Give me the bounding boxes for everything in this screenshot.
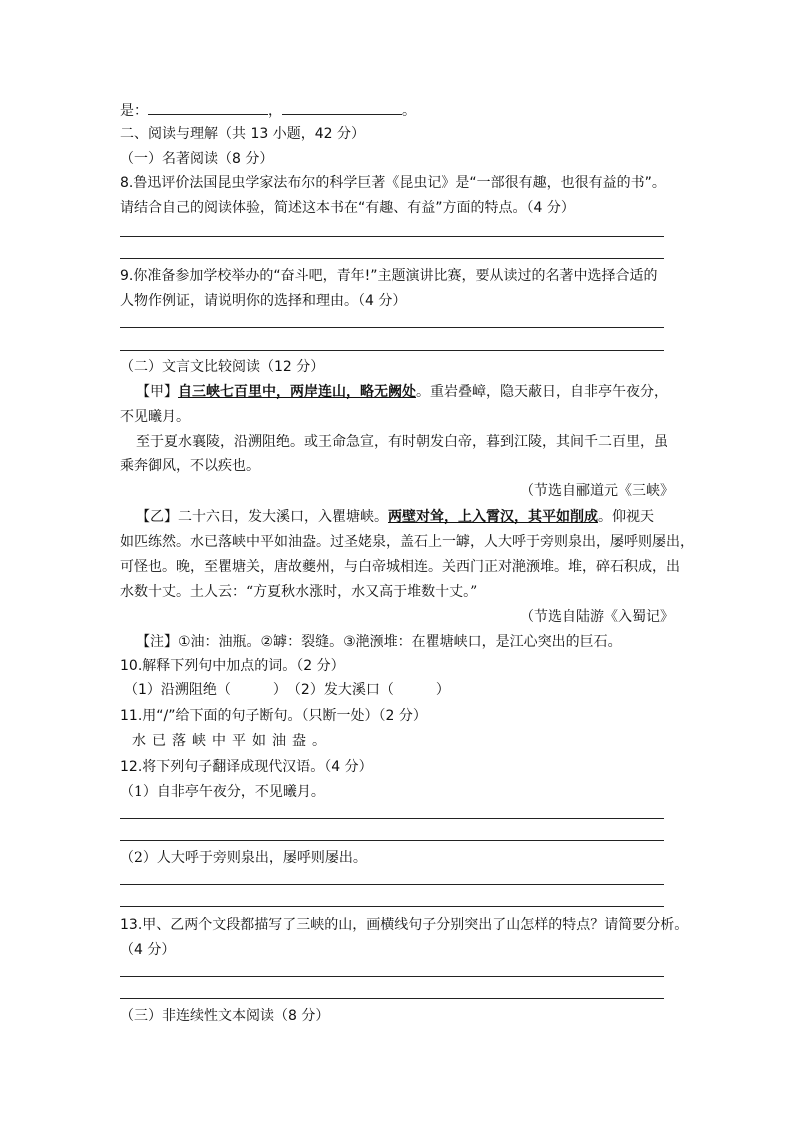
answer-rule[interactable] <box>120 976 664 977</box>
answer-rule[interactable] <box>120 906 664 907</box>
answer-rule[interactable] <box>120 818 664 819</box>
subsection-3-heading: （三）非连续性文本阅读（8 分） <box>120 1008 330 1024</box>
passage-jia-source: （节选自郦道元《三峡》 <box>520 483 674 499</box>
passage-yi-line3: 可怪也。晚，至瞿塘关，唐故夔州，与白帝城相连。关西门正对滟滪堆。堆，碎石积成，出 <box>120 559 680 575</box>
question-10-items[interactable]: （1）沿溯阻绝（ ） （2）发大溪口（ ） <box>124 682 450 698</box>
answer-line-top <box>120 100 416 121</box>
question-11-title: 11.用“/”给下面的句子断句。（只断一处）（2 分） <box>120 708 427 724</box>
comma: ， <box>268 103 282 119</box>
subsection-1-heading: （一）名著阅读（8 分） <box>120 151 274 167</box>
answer-rule[interactable] <box>120 840 664 841</box>
question-13-line1: 13.甲、乙两个文段都描写了三峡的山，画横线句子分别突出了山怎样的特点？请简要分析。 <box>120 917 689 933</box>
label: 是： <box>120 103 148 119</box>
annotation-note: 【注】①油：油瓶。②罅：裂缝。③滟滪堆：在瞿塘峡口，是江心突出的巨石。 <box>136 634 622 650</box>
section-2-heading: 二、阅读与理解（共 13 小题，42 分） <box>120 126 365 142</box>
answer-rule[interactable] <box>120 998 664 999</box>
question-9-line1: 9.你准备参加学校举办的“奋斗吧，青年!”主题演讲比赛，要从读过的名著中选择合适的 <box>120 268 658 284</box>
question-12-sentence1: （1）自非亭午夜分，不见曦月。 <box>120 784 325 800</box>
underlined-sentence: 两壁对耸，上入霄汉，其平如削成 <box>388 509 598 525</box>
answer-rule[interactable] <box>120 884 664 885</box>
question-12-title: 12.将下列句子翻译成现代汉语。（4 分） <box>120 759 373 775</box>
passage-jia-line1 <box>136 382 668 402</box>
passage-tag: 【乙】 <box>136 509 178 525</box>
question-10-title: 10.解释下列句中加点的词。（2 分） <box>120 658 345 674</box>
passage-jia-line2: 不见曦月。 <box>120 409 190 425</box>
underlined-sentence: 自三峡七百里中，两岸连山，略无阙处 <box>178 384 416 400</box>
question-11-sentence[interactable]: 水已落峡中平如油盎。 <box>132 733 332 749</box>
passage-yi-line2: 如匹练然。水已落峡中平如油盎。过圣姥泉，盖石上一罅，人大呼于旁则泉出，屡呼则屡出， <box>120 534 694 550</box>
blank-1[interactable] <box>148 100 268 115</box>
question-13-line2: （4 分） <box>120 942 176 958</box>
answer-rule[interactable] <box>120 327 664 328</box>
answer-rule[interactable] <box>120 350 664 351</box>
passage-jia-line4: 乘奔御风，不以疾也。 <box>120 458 260 474</box>
passage-yi-source: （节选自陆游《入蜀记》 <box>520 609 674 625</box>
text: 。仰视天 <box>598 509 654 525</box>
period: 。 <box>402 103 416 119</box>
subsection-2-heading: （二）文言文比较阅读（12 分） <box>120 359 325 375</box>
text: 二十六日，发大溪口，入瞿塘峡。 <box>178 509 388 525</box>
question-12-sentence2: （2）人大呼于旁则泉出，屡呼则屡出。 <box>120 850 367 866</box>
answer-rule[interactable] <box>120 236 664 237</box>
passage-tag: 【甲】 <box>136 384 178 400</box>
question-8-line2: 请结合自己的阅读体验，简述这本书在“有趣、有益”方面的特点。（4 分） <box>120 200 575 216</box>
answer-rule[interactable] <box>120 258 664 259</box>
passage-yi-line1 <box>136 507 654 527</box>
question-9-line2: 人物作例证，请说明你的选择和理由。（4 分） <box>120 293 407 309</box>
blank-2[interactable] <box>282 100 402 115</box>
question-8-line1: 8.鲁迅评价法国昆虫学家法布尔的科学巨著《昆虫记》是“一部很有趣，也很有益的书”。 <box>120 175 666 191</box>
passage-yi-line4: 水数十丈。土人云：“方夏秋水涨时，水又高于堆数十丈。” <box>120 584 478 600</box>
passage-jia-line3: 至于夏水襄陵，沿溯阻绝。或王命急宣，有时朝发白帝，暮到江陵，其间千二百里，虽 <box>136 434 668 450</box>
text: 。重岩叠嶂，隐天蔽日，自非亭午夜分， <box>416 384 668 400</box>
